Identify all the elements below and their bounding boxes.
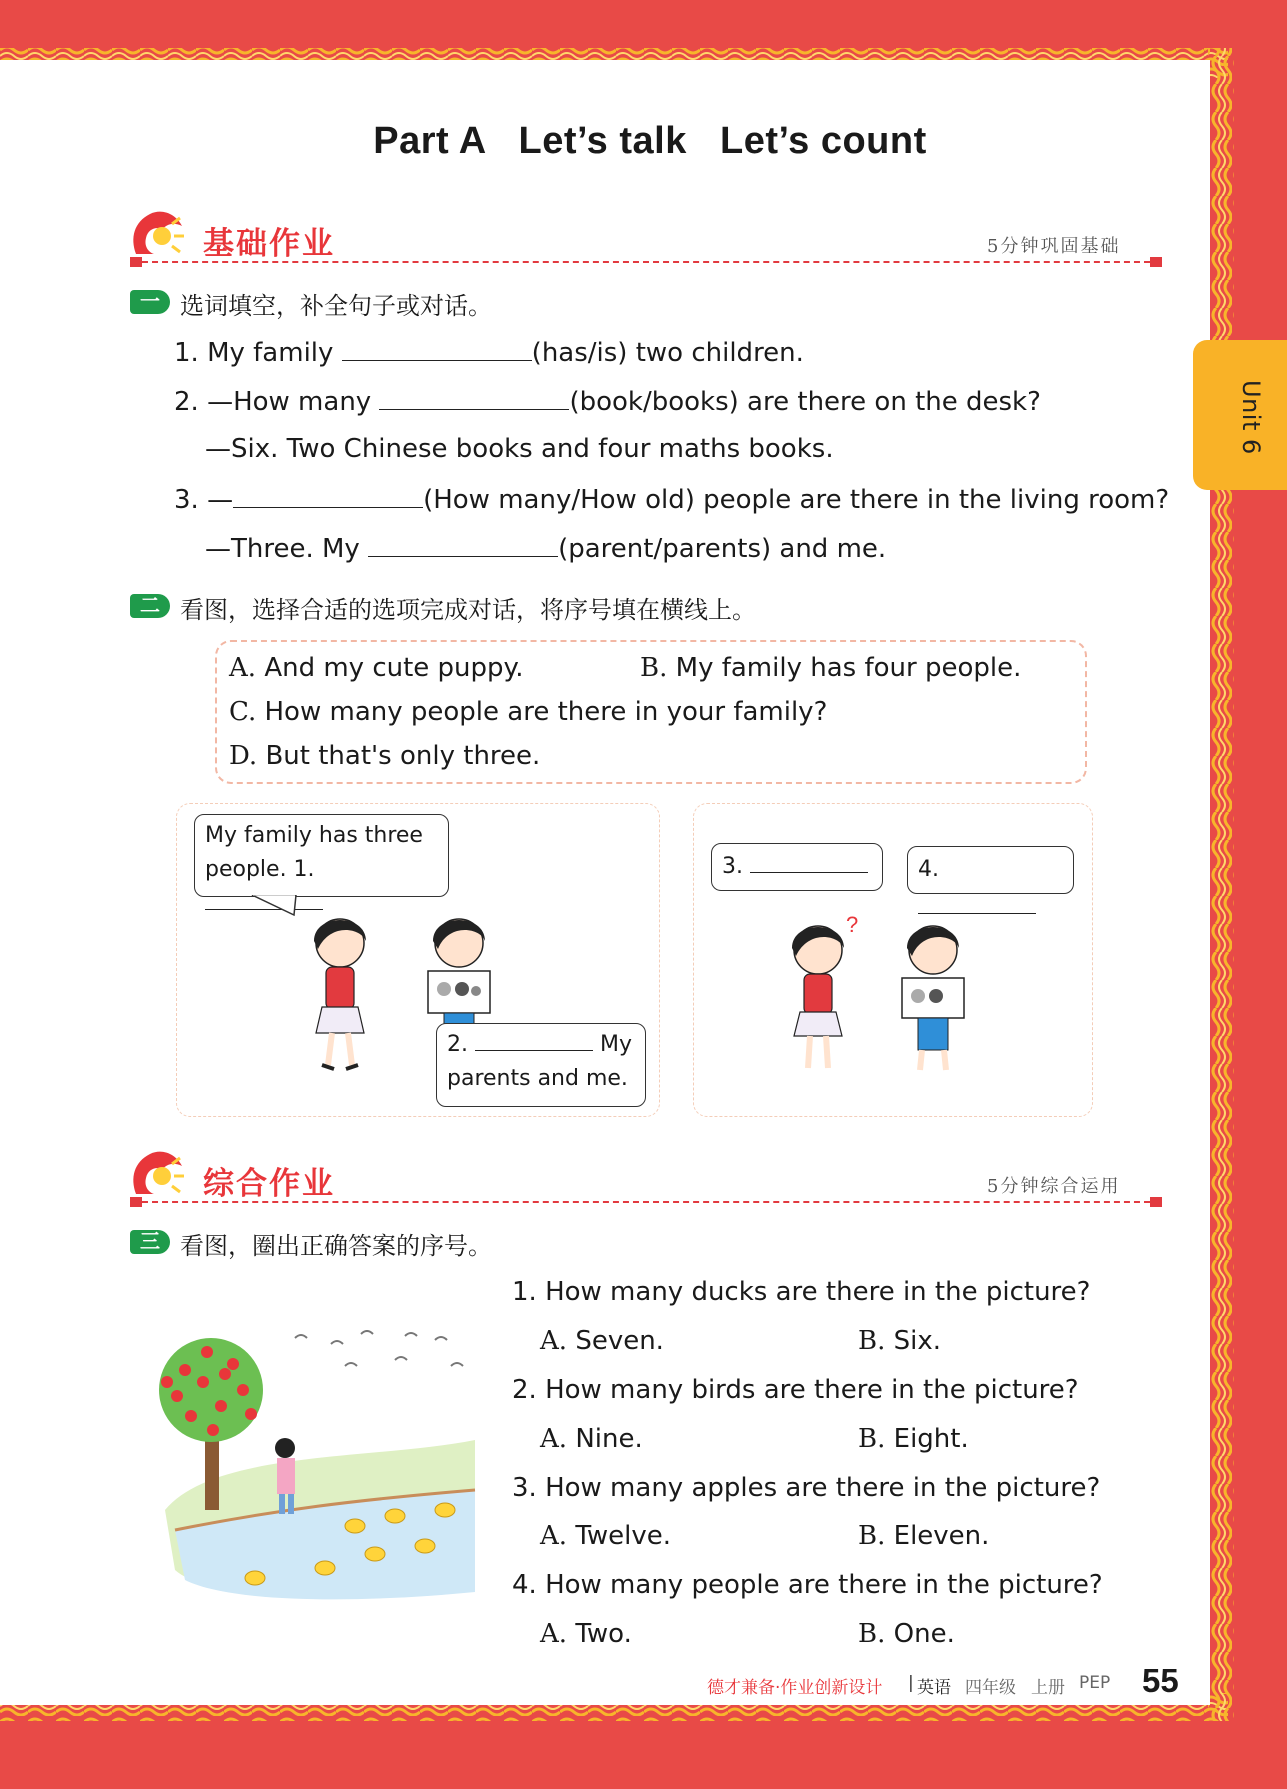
exercise-badge-2: 二 xyxy=(130,594,170,618)
ex1-question-3-reply: —Three. My (parent/parents) and me. xyxy=(205,534,887,564)
section-title-basic: 基础作业 xyxy=(203,226,335,262)
speech-bubble-1: My family has three people. 1. xyxy=(194,814,449,897)
answer-blank[interactable] xyxy=(368,532,558,557)
page-number: 55 xyxy=(1142,1662,1179,1699)
ex3-question-2: 2. How many birds are there in the picture? xyxy=(512,1375,1079,1405)
ex1-question-3: 3. — (How many/How old) people are there in the living room? xyxy=(174,485,1170,515)
footer-subject: 英语 xyxy=(917,1678,951,1698)
divider-dot xyxy=(130,1197,142,1207)
speech-bubble-3: 3. xyxy=(711,843,883,891)
footer-volume: 上册 xyxy=(1031,1678,1065,1698)
footer-edition: PEP xyxy=(1079,1673,1111,1693)
ex3-question-4: 4. How many people are there in the picture? xyxy=(512,1570,1103,1600)
ex1-question-2: 2. —How many (book/books) are there on the desk? xyxy=(174,387,1041,417)
answer-blank[interactable] xyxy=(475,1030,593,1051)
flame-icon xyxy=(128,208,188,258)
section-divider xyxy=(142,1201,1150,1203)
option-c: C. How many people are there in your family? xyxy=(229,697,828,727)
section-subtitle-basic: 5分钟巩固基础 xyxy=(987,236,1121,257)
unit-tab-label: Unit 6 xyxy=(1237,380,1265,455)
ex3-q3-option-a[interactable]: A. Twelve. xyxy=(540,1521,672,1551)
option-a: A. And my cute puppy. xyxy=(229,653,524,683)
ex1-question-2-reply: —Six. Two Chinese books and four maths books. xyxy=(205,434,834,464)
speech-bubble-4: 4. xyxy=(907,846,1074,894)
ex3-q1-option-a[interactable]: A. Seven. xyxy=(540,1326,664,1356)
bubble-tail xyxy=(250,895,300,919)
ex3-q1-option-b[interactable]: B. Six. xyxy=(858,1326,942,1356)
answer-blank[interactable] xyxy=(233,483,423,508)
speech-bubble-2: 2. My parents and me. xyxy=(436,1023,646,1107)
section-divider xyxy=(142,261,1150,263)
option-b: B. My family has four people. xyxy=(640,653,1022,683)
answer-blank[interactable] xyxy=(918,893,1036,914)
exercise-badge-1: 一 xyxy=(130,290,170,314)
unit-tab xyxy=(1193,340,1287,490)
ex3-q4-option-a[interactable]: A. Two. xyxy=(540,1619,632,1649)
girl-asking-icon xyxy=(778,912,868,1082)
exercise-badge-3: 三 xyxy=(130,1230,170,1254)
girl-figure-icon xyxy=(300,905,380,1080)
flame-icon xyxy=(128,1148,188,1198)
ex1-question-1: 1. My family (has/is) two children. xyxy=(174,338,804,368)
divider-dot xyxy=(130,257,142,267)
divider-dot xyxy=(1150,257,1162,267)
ex3-q4-option-b[interactable]: B. One. xyxy=(858,1619,955,1649)
ex3-q3-option-b[interactable]: B. Eleven. xyxy=(858,1521,990,1551)
section-subtitle-comprehensive: 5分钟综合运用 xyxy=(987,1176,1121,1197)
footer-divider: | xyxy=(908,1673,914,1693)
section-title-comprehensive: 综合作业 xyxy=(203,1166,335,1202)
divider-dot xyxy=(1150,1197,1162,1207)
footer-series: 德才兼备·作业创新设计 xyxy=(707,1678,883,1698)
page-title: Part A Let’s talk Let’s count xyxy=(373,120,927,162)
counting-picture xyxy=(155,1330,485,1605)
option-d: D. But that's only three. xyxy=(229,741,541,771)
ex3-question-1: 1. How many ducks are there in the picture? xyxy=(512,1277,1091,1307)
svg-text:?: ? xyxy=(846,912,859,937)
ex3-q2-option-a[interactable]: A. Nine. xyxy=(540,1424,643,1454)
answer-blank[interactable] xyxy=(750,852,868,873)
exercise-3-instruction: 看图，圈出正确答案的序号。 xyxy=(180,1232,492,1260)
answer-blank[interactable] xyxy=(379,385,569,410)
ex3-q2-option-b[interactable]: B. Eight. xyxy=(858,1424,969,1454)
girl-showing-photo-icon xyxy=(888,912,978,1082)
exercise-1-instruction: 选词填空，补全句子或对话。 xyxy=(180,292,492,320)
answer-blank[interactable] xyxy=(342,336,532,361)
exercise-2-instruction: 看图，选择合适的选项完成对话，将序号填在横线上。 xyxy=(180,596,756,624)
ex3-question-3: 3. How many apples are there in the picture? xyxy=(512,1473,1101,1503)
footer-grade: 四年级 xyxy=(965,1678,1016,1698)
